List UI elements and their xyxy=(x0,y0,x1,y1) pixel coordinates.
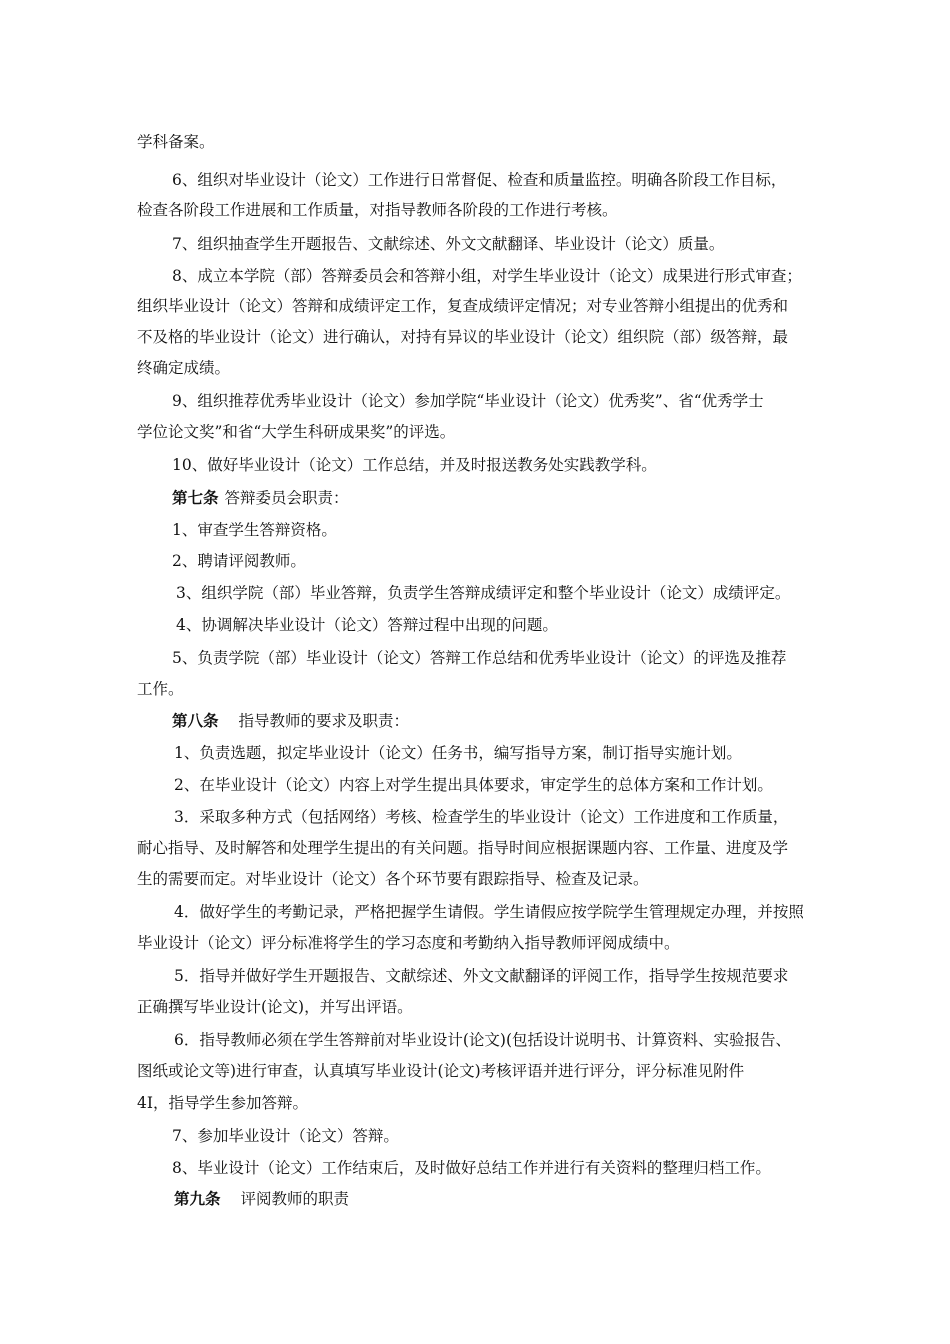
text-line: 9、组织推荐优秀毕业设计（论文）参加学院“毕业设计（论文）优秀奖”、省“优秀学士 xyxy=(172,392,764,410)
text-line: 学科备案。 xyxy=(137,133,215,151)
text-line: 2、在毕业设计（论文）内容上对学生提出具体要求，审定学生的总体方案和工作计划。 xyxy=(174,776,773,794)
text-line: 8、成立本学院（部）答辩委员会和答辩小组，对学生毕业设计（论文）成果进行形式审查； xyxy=(172,267,802,285)
text-line: 终确定成绩。 xyxy=(137,359,231,377)
text-line: 1、负责选题，拟定毕业设计（论文）任务书，编写指导方案，制订指导实施计划。 xyxy=(174,744,742,762)
article-nine xyxy=(174,1189,349,1209)
text-line: 4、协调解决毕业设计（论文）答辩过程中出现的问题。 xyxy=(176,616,558,634)
text-line: 正确撰写毕业设计(论文)，并写出评语。 xyxy=(137,998,413,1016)
text-line: 10、做好毕业设计（论文）工作总结，并及时报送教务处实践教学科。 xyxy=(172,456,657,474)
text-line: 2、聘请评阅教师。 xyxy=(172,552,306,570)
article-seven xyxy=(172,488,349,508)
article-title: 评阅教师的职责 xyxy=(240,1190,350,1208)
article-heading: 第九条 xyxy=(174,1189,221,1208)
text-line: 7、参加毕业设计（论文）答辩。 xyxy=(172,1127,399,1145)
article-heading: 第七条 xyxy=(172,488,219,507)
text-line: 工作。 xyxy=(137,680,184,698)
text-line: 8、毕业设计（论文）工作结束后，及时做好总结工作并进行有关资料的整理归档工作。 xyxy=(172,1159,771,1177)
text-line: 6．指导教师必须在学生答辩前对毕业设计(论文)(包括设计说明书、计算资料、实验报告、 xyxy=(174,1031,792,1049)
text-line: 组织毕业设计（论文）答辩和成绩评定工作，复查成绩评定情况；对专业答辩小组提出的优秀和 xyxy=(137,297,789,315)
text-line: 3．采取多种方式（包括网络）考核、检查学生的毕业设计（论文）工作进度和工作质量， xyxy=(174,808,789,826)
text-line: 5．指导并做好学生开题报告、文献综述、外文文献翻译的评阅工作，指导学生按规范要求 xyxy=(174,967,789,985)
text-line: 6、组织对毕业设计（论文）工作进行日常督促、检查和质量监控。明确各阶段工作目标， xyxy=(172,171,787,189)
article-eight xyxy=(172,711,409,731)
text-line: 图纸或论文等)进行审查，认真填写毕业设计(论文)考核评语并进行评分，评分标准见附件 xyxy=(137,1062,745,1080)
text-line: 不及格的毕业设计（论文）进行确认，对持有异议的毕业设计（论文）组织院（部）级答辩，最 xyxy=(137,328,789,346)
text-line: 3、组织学院（部）毕业答辩，负责学生答辩成绩评定和整个毕业设计（论文）成绩评定。 xyxy=(176,584,791,602)
text-line: 7、组织抽查学生开题报告、文献综述、外文文献翻译、毕业设计（论文）质量。 xyxy=(172,235,725,253)
text-line: 毕业设计（论文）评分标准将学生的学习态度和考勤纳入指导教师评阅成绩中。 xyxy=(137,934,680,952)
text-line: 4Ⅰ，指导学生参加答辩。 xyxy=(137,1094,308,1112)
text-line: 4．做好学生的考勤记录，严格把握学生请假。学生请假应按学院学生管理规定办理，并按照 xyxy=(174,903,804,921)
text-line: 生的需要而定。对毕业设计（论文）各个环节要有跟踪指导、检查及记录。 xyxy=(137,870,649,888)
text-line: 5、负责学院（部）毕业设计（论文）答辩工作总结和优秀毕业设计（论文）的评选及推荐 xyxy=(172,649,787,667)
text-line: 检查各阶段工作进展和工作质量，对指导教师各阶段的工作进行考核。 xyxy=(137,201,618,219)
article-title: 答辩委员会职责： xyxy=(224,489,349,507)
text-line: 学位论文奖”和省“大学生科研成果奖”的评选。 xyxy=(137,423,456,441)
text-line: 耐心指导、及时解答和处理学生提出的有关问题。指导时间应根据课题内容、工作量、进度及学 xyxy=(137,839,789,857)
article-heading: 第八条 xyxy=(172,711,219,730)
article-title: 指导教师的要求及职责： xyxy=(238,712,410,730)
text-line: 1、审查学生答辩资格。 xyxy=(172,521,337,539)
